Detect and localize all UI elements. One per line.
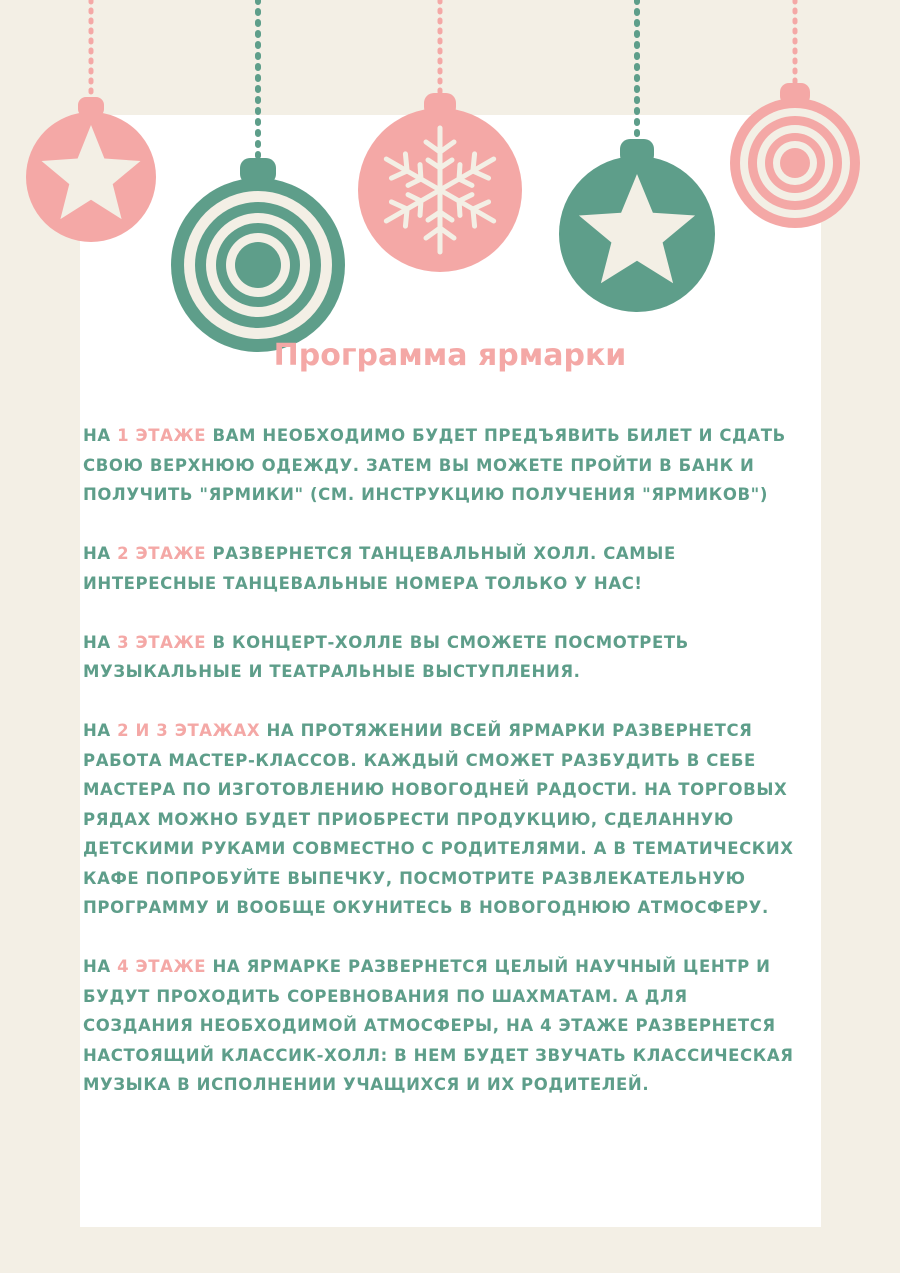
floor-highlight: 2 И 3 ЭТАЖАХ xyxy=(117,721,261,740)
paragraph-floor-3: НА 3 ЭТАЖЕ В КОНЦЕРТ-ХОЛЛЕ ВЫ СМОЖЕТЕ ПОСМОТРЕТЬ МУЗЫКАЛЬНЫЕ И ТЕАТРАЛЬНЫЕ ВЫСТУПЛЕНИЯ. xyxy=(83,632,689,681)
snowflake-ornament-icon xyxy=(358,93,522,272)
paragraph-floor-2: НА 2 ЭТАЖЕ РАЗВЕРНЕТСЯ ТАНЦЕВАЛЬНЫЙ ХОЛЛ. САМЫЕ ИНТЕРЕСНЫЕ ТАНЦЕВАЛЬНЫЕ НОМЕРА ТОЛЬКО У НАС! xyxy=(83,544,676,593)
page-title: Программа ярмарки xyxy=(273,338,627,373)
paragraph-floor-4: НА 4 ЭТАЖЕ НА ЯРМАРКЕ РАЗВЕРНЕТСЯ ЦЕЛЫЙ НАУЧНЫЙ ЦЕНТР И БУДУТ ПРОХОДИТЬ СОРЕВНОВАНИЯ ПО ШАХМАТАМ. А ДЛЯ СОЗДАНИЯ НЕОБХОДИМОЙ АТМОСФЕРЫ, НА 4 ЭТАЖЕ РАЗВЕРНЕТСЯ НАСТОЯЩИЙ КЛАССИК-ХОЛЛ: В НЕМ БУДЕТ ЗВУЧАТЬ КЛАССИЧЕСКАЯ МУЗЫКА В ИСПОЛНЕНИИ УЧАЩИХСЯ И ИХ РОДИТЕЛЕЙ. xyxy=(83,957,794,1094)
star-ornament-icon xyxy=(559,139,715,312)
rings-ornament-icon xyxy=(171,158,345,352)
floor-highlight: 1 ЭТАЖЕ xyxy=(117,426,207,445)
paragraph-floor-1: НА 1 ЭТАЖЕ ВАМ НЕОБХОДИМО БУДЕТ ПРЕДЪЯВИТЬ БИЛЕТ И СДАТЬ СВОЮ ВЕРХНЮЮ ОДЕЖДУ. ЗАТЕМ ВЫ МОЖЕТЕ ПРОЙТИ В БАНК И ПОЛУЧИТЬ "ЯРМИКИ" (СМ. ИНСТРУКЦИЮ ПОЛУЧЕНИЯ "ЯРМИКОВ") xyxy=(83,426,786,504)
ornaments-decoration xyxy=(0,0,900,360)
program-text xyxy=(83,421,803,1129)
floor-highlight: 3 ЭТАЖЕ xyxy=(117,632,207,652)
paragraph-floors-2-3: НА 2 И 3 ЭТАЖАХ НА ПРОТЯЖЕНИИ ВСЕЙ ЯРМАРКИ РАЗВЕРНЕТСЯ РАБОТА МАСТЕР-КЛАССОВ. КАЖДЫЙ СМОЖЕТ РАЗБУДИТЬ В СЕБЕ МАСТЕРА ПО ИЗГОТОВЛЕНИЮ НОВОГОДНЕЙ РАДОСТИ. НА ТОРГОВЫХ РЯДАХ МОЖНО БУДЕТ ПРИОБРЕСТИ ПРОДУКЦИЮ, СДЕЛАННУЮ ДЕТСКИМИ РУКАМИ СОВМЕСТНО С РОДИТЕЛЯМИ. А В ТЕМАТИЧЕСКИХ КАФЕ ПОПРОБУЙТЕ ВЫПЕЧКУ, ПОСМОТРИТЕ РАЗВЛЕКАТЕЛЬНУЮ ПРОГРАММУ И ВООБЩЕ ОКУНИТЕСЬ В НОВОГОДНЮЮ АТМОСФЕРУ. xyxy=(83,721,794,917)
rings-ornament-icon xyxy=(730,83,860,228)
floor-highlight: 4 ЭТАЖЕ xyxy=(117,957,207,976)
star-ornament-icon xyxy=(26,97,156,242)
floor-highlight: 2 ЭТАЖЕ xyxy=(117,544,207,563)
